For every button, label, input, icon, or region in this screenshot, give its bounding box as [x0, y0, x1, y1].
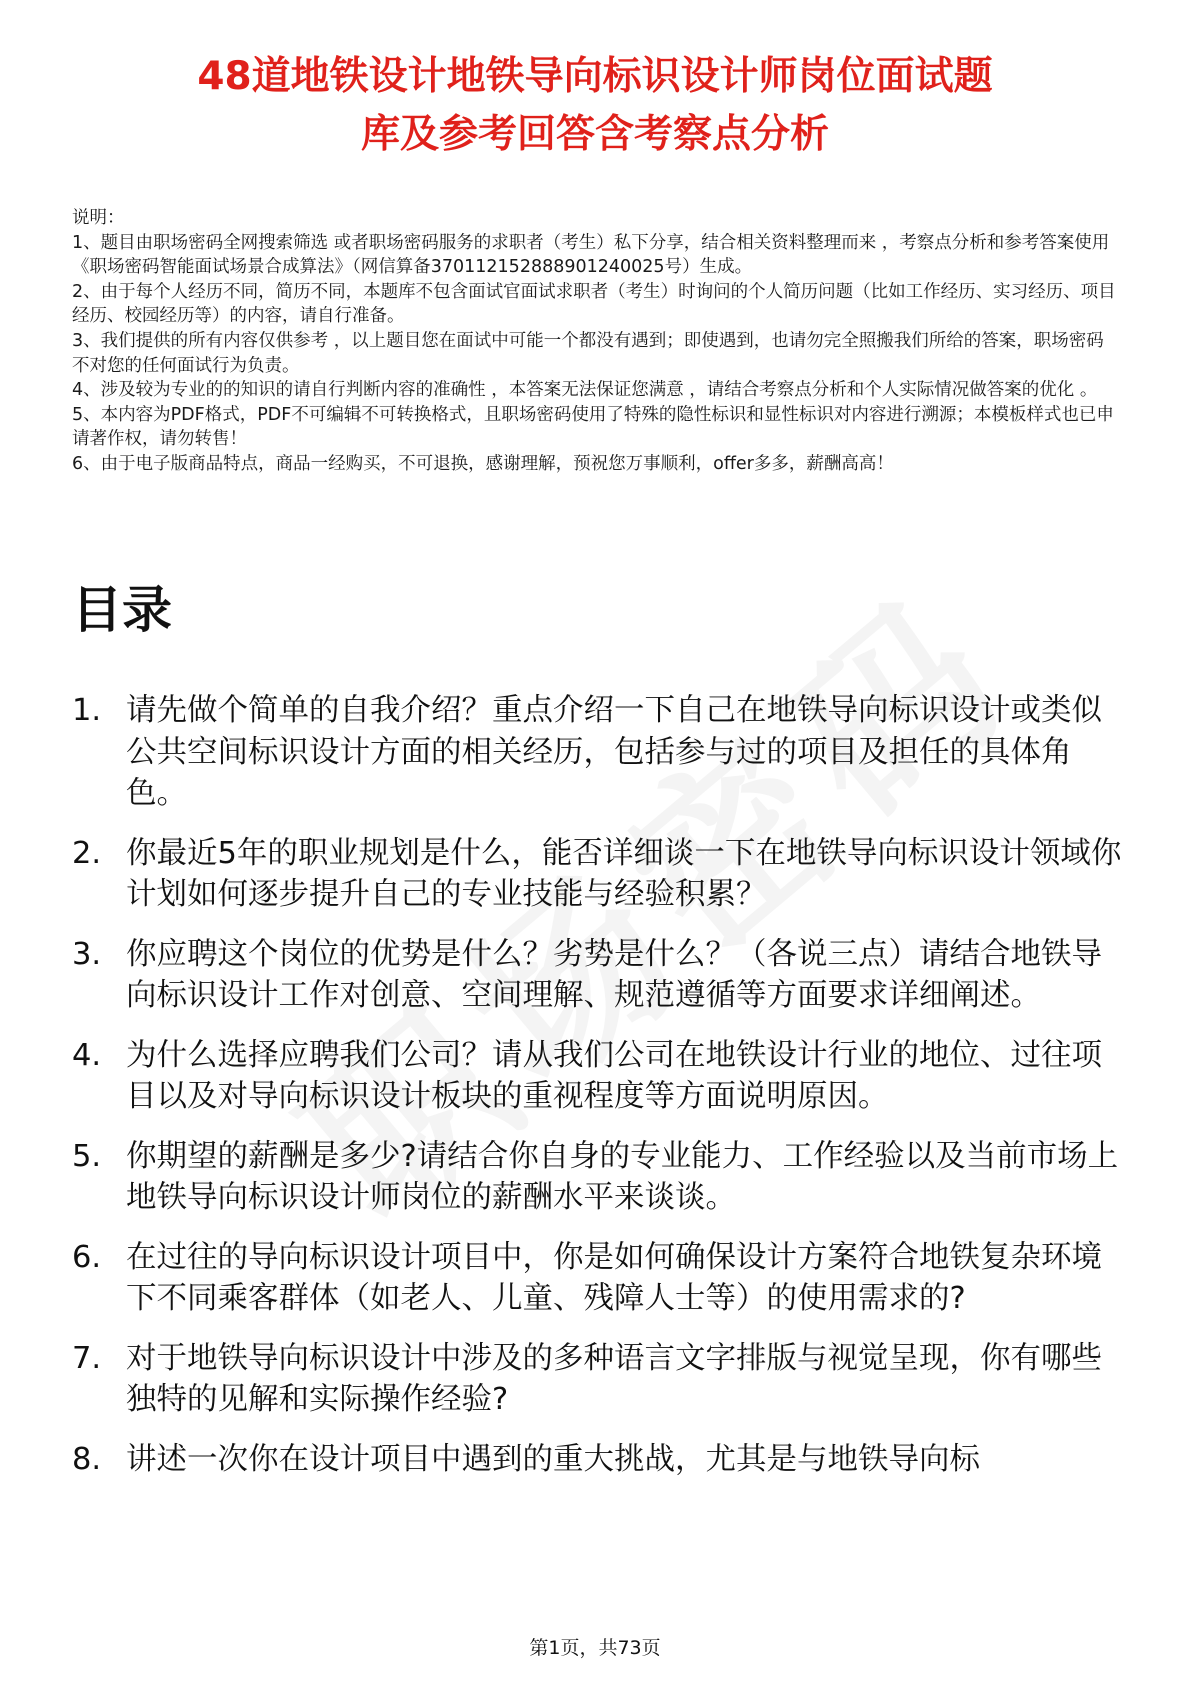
note-item: 6、由于电子版商品特点，商品一经购买，不可退换，感谢理解，预祝您万事顺利，offer多多，薪酬高高！	[72, 453, 894, 474]
question-text: 对于地铁导向标识设计中涉及的多种语言文字排版与视觉呈现，你有哪些独特的见解和实际操作经验?	[126, 1340, 1102, 1417]
question-item	[72, 1338, 1132, 1421]
question-text: 为什么选择应聘我们公司？请从我们公司在地铁设计行业的地位、过往项目以及对导向标识设计板块的重视程度等方面说明原因。	[126, 1037, 1102, 1114]
question-item	[72, 690, 1132, 815]
question-number: 3.	[72, 936, 102, 972]
question-item	[72, 1237, 1132, 1320]
question-text: 你最近5年的职业规划是什么，能否详细谈一下在地铁导向标识设计领域你计划如何逐步提升自己的专业技能与经验积累？	[126, 835, 1122, 912]
question-text: 你应聘这个岗位的优势是什么？劣势是什么？（各说三点）请结合地铁导向标识设计工作对创意、空间理解、规范遵循等方面要求详细阐述。	[126, 936, 1102, 1013]
question-text: 讲述一次你在设计项目中遇到的重大挑战，尤其是与地铁导向标	[126, 1441, 980, 1477]
note-item: 1、题目由职场密码全网搜索筛选 或者职场密码服务的求职者（考生）私下分享，结合相关资料整理而来 ，考察点分析和参考答案使用《职场密码智能面试场景合成算法》（网信算备370112152888901240025号）生成。	[72, 232, 1110, 278]
question-item	[72, 1136, 1132, 1219]
page-footer: 第1页，共73页	[529, 1637, 661, 1659]
question-text: 请先做个简单的自我介绍？重点介绍一下自己在地铁导向标识设计或类似公共空间标识设计方面的相关经历，包括参与过的项目及担任的具体角色。	[126, 693, 1102, 811]
question-number: 5.	[72, 1138, 102, 1174]
question-list	[72, 690, 1132, 1498]
question-number: 7.	[72, 1340, 102, 1376]
question-item	[72, 1439, 1132, 1481]
toc-heading: 目录	[72, 581, 172, 639]
question-item	[72, 934, 1132, 1017]
question-number: 1.	[72, 693, 102, 728]
question-item	[72, 1035, 1132, 1118]
question-text: 你期望的薪酬是多少?请结合你自身的专业能力、工作经验以及当前市场上地铁导向标识设计师岗位的薪酬水平来谈谈。	[126, 1138, 1119, 1215]
note-item: 4、涉及较为专业的的知识的请自行判断内容的准确性 ，本答案无法保证您满意 ，请结合考察点分析和个人实际情况做答案的优化 。	[72, 380, 1098, 401]
note-item: 5、本内容为PDF格式，PDF不可编辑不可转换格式，且职场密码使用了特殊的隐性标识和显性标识对内容进行溯源；本模板样式也已申请著作权，请勿转售！	[72, 404, 1114, 450]
document-title	[40, 48, 1150, 164]
question-number: 4.	[72, 1037, 102, 1073]
note-item: 3、我们提供的所有内容仅供参考 ，以上题目您在面试中可能一个都没有遇到；即使遇到，也请勿完全照搬我们所给的答案，职场密码不对您的任何面试行为负责。	[72, 330, 1104, 376]
question-number: 6.	[72, 1239, 102, 1275]
question-number: 2.	[72, 835, 102, 871]
question-text: 在过往的导向标识设计项目中，你是如何确保设计方案符合地铁复杂环境下不同乘客群体（如老人、儿童、残障人士等）的使用需求的?	[126, 1239, 1102, 1316]
question-number: 8.	[72, 1441, 102, 1477]
note-item: 2、由于每个人经历不同，简历不同，本题库不包含面试官面试求职者（考生）时询问的个人简历问题（比如工作经历、实习经历、项目经历、校园经历等）的内容，请自行准备。	[72, 281, 1116, 327]
notes-section	[72, 206, 1120, 477]
title-line-1: 48道地铁设计地铁导向标识设计师岗位面试题	[197, 54, 993, 99]
question-item	[72, 833, 1132, 916]
title-line-2: 库及参考回答含考察点分析	[360, 112, 829, 157]
notes-heading: 说明：	[72, 208, 125, 228]
